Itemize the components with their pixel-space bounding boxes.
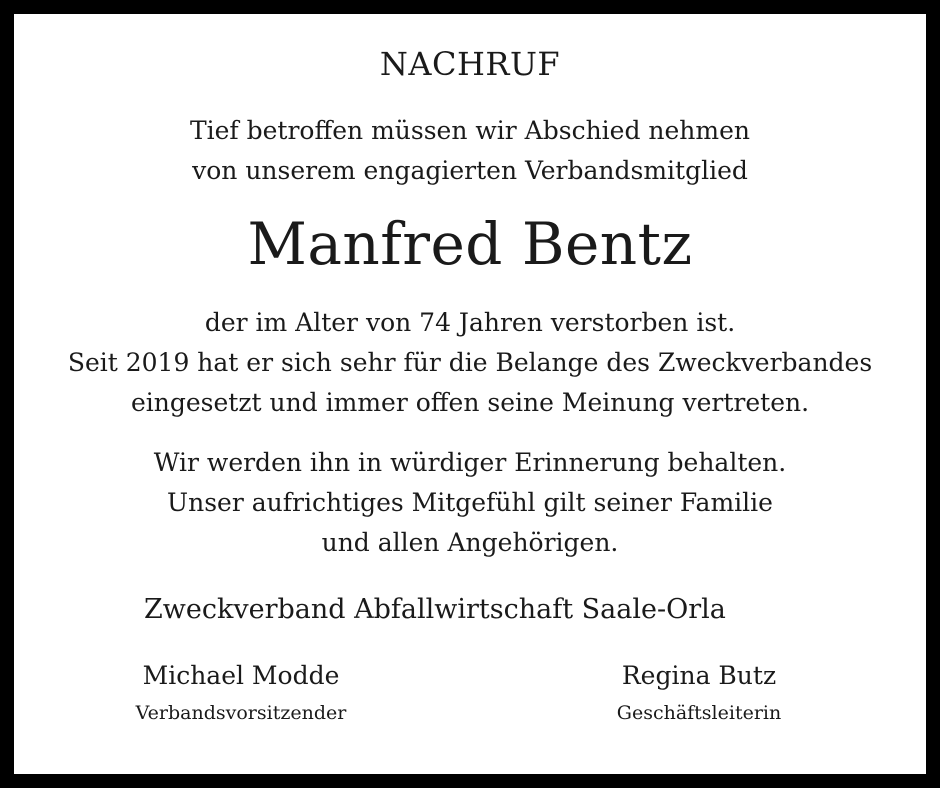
- closing-line-2: Unser aufrichtiges Mitgefühl gilt seiner Familie: [167, 488, 773, 517]
- signer-name: Regina Butz: [621, 661, 777, 690]
- intro-line-2: von unserem engagierten Verbandsmitglied: [192, 156, 748, 185]
- signer-name: Michael Modde: [142, 661, 340, 690]
- deceased-name: Manfred Bentz: [247, 210, 693, 278]
- body-line-3: eingesetzt und immer offen seine Meinung vertreten.: [130, 388, 810, 417]
- organization-name: Zweckverband Abfallwirtschaft Saale-Orla: [144, 594, 726, 625]
- closing-line-3: und allen Angehörigen.: [321, 528, 619, 557]
- intro-line-1: Tief betroffen müssen wir Abschied nehmen: [189, 116, 751, 145]
- notice-heading: NACHRUF: [379, 45, 561, 83]
- signer-role: Geschäftsleiterin: [616, 702, 782, 724]
- signer-role: Verbandsvorsitzender: [135, 702, 347, 724]
- closing-line-1: Wir werden ihn in würdiger Erinnerung behalten.: [153, 448, 787, 477]
- body-line-1: der im Alter von 74 Jahren verstorben ist.: [204, 308, 736, 337]
- body-line-2: Seit 2019 hat er sich sehr für die Belange des Zweckverbandes: [67, 348, 873, 377]
